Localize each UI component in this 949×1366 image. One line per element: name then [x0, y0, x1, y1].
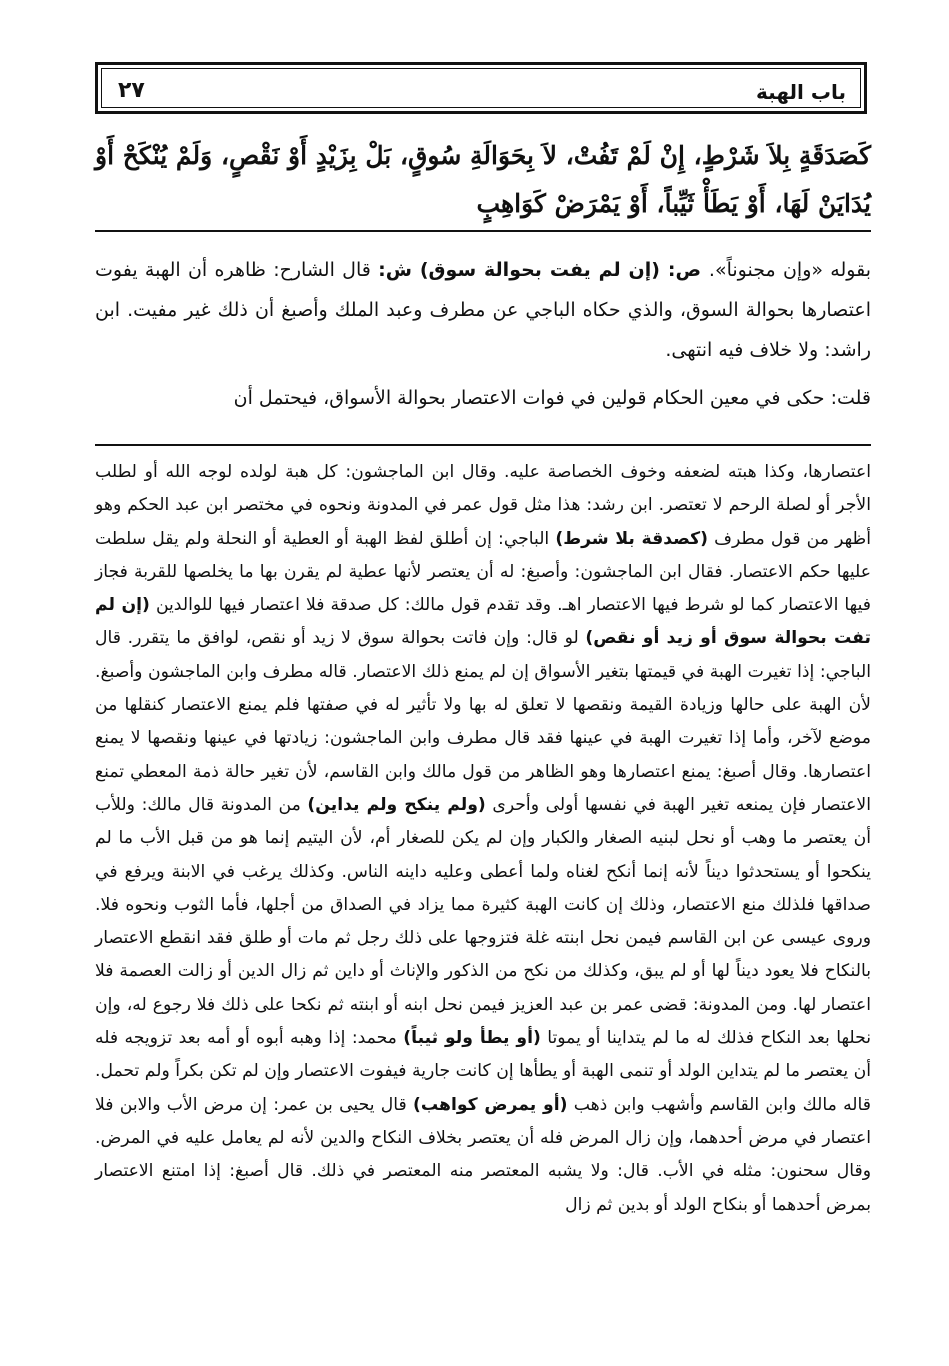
hashiya-quote: (أو يمرض كواهب)	[413, 1094, 568, 1115]
sharh-paragraph-2: قلت: حكى في معين الحكام قولين في فوات الاعتصار بحوالة الأسواق، فيحتمل أن	[233, 387, 871, 409]
sharh-p1-a: بقوله «وإن مجنوناً».	[708, 259, 872, 281]
hashiya-paragraph	[95, 456, 871, 1222]
chapter-title: باب الهبة	[756, 80, 846, 104]
hashiya-section	[95, 456, 871, 1222]
book-page	[95, 62, 873, 1352]
sharh-quoted-matn: (إن لم يفت بحوالة سوق)	[419, 259, 660, 281]
page-header-frame	[95, 62, 867, 114]
hashiya-quote: (إن لم تفت بحوالة سوق أو زيد أو نقص)	[95, 595, 871, 649]
hashiya-segment: لو قال: وإن فاتت بحوالة سوق لا زيد أو نقص، لوافق ما يتقرر. قال الباجي: إذا تغيرت الهبة في قيمتها بتغير الأسواق إن لم يمنع ذلك الاعتصار. قاله مطرف وابن الماجشون وأصبغ. لأن الهبة على حالها وزيادة القيمة ونقصها لا تعلق له بها ولا تأثير له في صفتها فلم يمنع الاعتصار كنقلها من موضع لآخر، وأما إذا تغيرت الهبة في عينها فقد قال مطرف وابن الماجشون: زيادتها في عينها ونقصها لا يمنع اعتصارها. وقال أصبغ: يمنع اعتصارها وهو الظاهر من قول مالك وابن القاسم، لأن تغير حالة ذمة المعطي تمنع الاعتصار فإن يمنعه تغير الهبة في نفسها أولى وأحرى	[95, 628, 871, 815]
hashiya-quote: (ولم ينكح ولم يداين)	[307, 794, 486, 815]
hashiya-quote: (أو يطأ ولو ثيباً)	[403, 1028, 541, 1049]
sharh-p1-e: قال الشارح: ظاهره أن الهبة يفوت اعتصارها بحوالة السوق، والذي حكاه الباجي عن مطرف وعبد الملك وأصبغ أن ذلك غير مفيت. ابن راشد: ولا خلاف فيه انتهى.	[95, 259, 871, 361]
footnote-divider	[95, 444, 871, 446]
sharh-paragraph-1	[95, 250, 871, 370]
hashiya-segment: الباجي: إن أطلق لفظ الهبة أو العطية أو النحلة ولم يقل سلطت عليها حكم الاعتصار. فقال ابن الماجشون: وأصبغ: له أن يعتصر لأنها عطية لم يقرن بها ما يخلصها للقربة فجاز فيها الاعتصار كما لو شرط فيها الاعتصار اهـ. وقد تقدم قول مالك: كل صدقة فلا اعتصار فيها للوالدين	[95, 528, 871, 616]
sharh-shin-marker: ش:	[378, 259, 420, 281]
matn-text: كَصَدَقَةٍ بِلاَ شَرْطٍ، إِنْ لَمْ تَفُتْ، لاَ بِحَوَالَةِ سُوقٍ، بَلْ بِزَيْدٍ أَوْ نَقْصٍ، وَلَمْ يُنْكَحْ أَوْ يُدَايَنْ لَهَا، أَوْ يَطَأْ ثَيِّباً، أَوْ يَمْرَضْ كَوَاهِبٍ	[95, 141, 871, 218]
page-number: ٢٧	[118, 78, 145, 103]
page-header-inner-frame	[101, 68, 861, 108]
sharh-section	[95, 250, 871, 418]
hashiya-segment: محمد: إذا وهبه أبوه أو أمه بعد تزويجه فله أن يعتصر ما لم يتداين الولد أو تنمى الهبة أو يطأها إن كانت جارية فيفوت الاعتصار وإن لم تكن بكراً ولم تحمل. قاله مالك وابن القاسم وأشهب وابن ذهب	[95, 1028, 871, 1115]
hashiya-segment: من المدونة قال مالك: وللأب أن يعتصر ما وهب أو نحل لبنيه الصغار والكبار وإن لم يكن للصغار أم، لأن اليتيم إنما هو من قبل الأب ما لم ينكحوا أو يستحدثوا ديناً لأنه إنما أنكح لغناه ولما أعطى وعليه داينه الناس. وكذلك يرغب في الابنة ويرفع في صداقها فلذلك منع الاعتصار، وذلك إن كانت الهبة كثيرة مما يزاد في الصداق من أجلها، فأما الثوب ونحوه فلا. وروى عيسى عن ابن القاسم فيمن نحل ابنته غلة فتزوجها على ذلك رجل ثم مات أو طلق فقد انقطع الاعتصار بالنكاح فلا يعود ديناً لها أو لم يبق، وكذلك من نكح من الذكور والإناث أو داين ثم زال الدين أو زالت العصمة فلا اعتصار لها. ومن المدونة: قضى عمر بن عبد العزيز فيمن نحل ابنه أو ابنته ثم نكحا على ذلك فلا رجوع له، وإن نحلها بعد النكاح فذلك له ما لم يتداينا أو يموتا	[95, 794, 871, 1049]
matn-divider	[95, 230, 871, 232]
hashiya-quote: (كصدقة بلا شرط)	[555, 528, 708, 549]
hashiya-segment: قال يحيى بن عمر: إن مرض الأب والابن فلا اعتصار في مرض أحدهما، وإن زال المرض فله أن يعتصر بخلاف النكاح والدين لأنه لم يعامل عليه في المرض. وقال سحنون: مثله في الأب. قال: ولا يشبه المعتصر منه المعتصر في ذلك. قال أصبغ: إذا امتنع الاعتصار بمرض أحدهما أو بنكاح الولد أو بدين ثم زال	[95, 1094, 871, 1215]
hashiya-segment: اعتصارها، وكذا هبته لضعفه وخوف الخصاصة عليه. وقال ابن الماجشون: كل هبة لولده لوجه الله أو لطلب الأجر أو لصلة الرحم لا تعتصر. ابن رشد: هذا مثل قول عمر في المدونة ونحوه في مختصر ابن عبد الحكم وهو أظهر من قول مطرف	[95, 462, 871, 549]
sharh-sad-marker: ص:	[659, 259, 709, 281]
